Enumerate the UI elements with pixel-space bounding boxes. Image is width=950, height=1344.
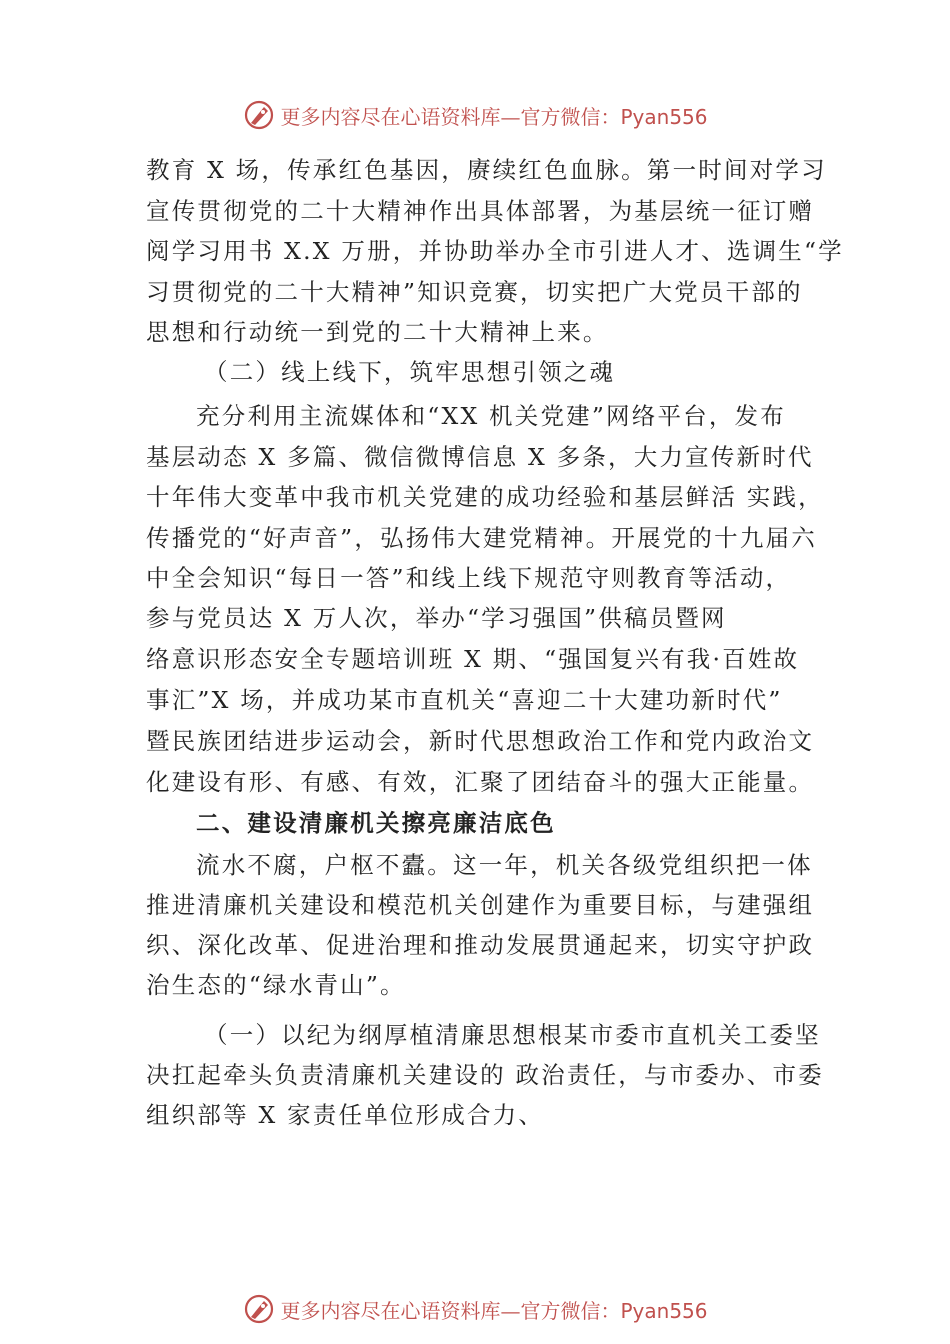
paragraph-line: 教育 X 场，传承红色基因，赓续红色血脉。第一时间对学习 bbox=[146, 156, 827, 184]
paragraph-line: 组织部等 X 家责任单位形成合力、 bbox=[146, 1101, 545, 1129]
paragraph-line: 充分利用主流媒体和“XX 机关党建”网络平台，发布 bbox=[196, 402, 786, 430]
watermark-banner-bottom bbox=[0, 1289, 950, 1329]
watermark-banner-top bbox=[0, 95, 950, 135]
paragraph-line: 暨民族团结进步运动会，新时代思想政治工作和党内政治文 bbox=[146, 727, 815, 755]
paragraph-line: 参与党员达 X 万人次，举办“学习强国”供稿员暨网 bbox=[146, 604, 727, 632]
watermark-text: 更多内容尽在心语资料库—官方微信：Pyan556 bbox=[280, 104, 708, 129]
paragraph-line: 基层动态 X 多篇、微信微博信息 X 多条，大力宣传新时代 bbox=[146, 443, 814, 471]
paragraph-line: 推进清廉机关建设和模范机关创建作为重要目标，与建强组 bbox=[146, 891, 815, 919]
paragraph-line: 事汇”X 场，并成功某市直机关“喜迎二十大建功新时代” bbox=[146, 686, 783, 714]
subheading: （二）线上线下，筑牢思想引领之魂 bbox=[204, 358, 616, 386]
paragraph-line: 十年伟大变革中我市机关党建的成功经验和基层鲜活 实践， bbox=[146, 483, 824, 511]
paragraph-line: 决扛起牵头负责清廉机关建设的 政治责任，与市委办、市委 bbox=[146, 1061, 824, 1089]
paragraph-line: 织、深化改革、促进治理和推动发展贯通起来，切实守护政 bbox=[146, 931, 815, 959]
pen-nib-icon bbox=[242, 98, 276, 132]
subheading: （一）以纪为纲厚植清廉思想根某市委市直机关工委坚 bbox=[204, 1021, 821, 1049]
watermark-text: 更多内容尽在心语资料库—官方微信：Pyan556 bbox=[280, 1298, 708, 1323]
section-heading: 二、建设清廉机关擦亮廉洁底色 bbox=[196, 809, 556, 837]
paragraph-line: 中全会知识“每日一答”和线上线下规范守则教育等活动， bbox=[146, 564, 792, 592]
paragraph-line: 思想和行动统一到党的二十大精神上来。 bbox=[146, 318, 609, 346]
paragraph-line: 治生态的“绿水青山”。 bbox=[146, 971, 406, 999]
paragraph-line: 阅学习用书 X.X 万册，并协助举办全市引进人才、选调生“学 bbox=[146, 237, 844, 265]
paragraph-line: 传播党的“好声音”，弘扬伟大建党精神。开展党的十九届六 bbox=[146, 524, 817, 552]
paragraph-line: 流水不腐，户枢不蠹。这一年，机关各级党组织把一体 bbox=[196, 851, 813, 879]
pen-nib-icon bbox=[242, 1292, 276, 1326]
paragraph-line: 络意识形态安全专题培训班 X 期、“强国复兴有我·百姓故 bbox=[146, 645, 800, 673]
paragraph-line: 化建设有形、有感、有效，汇聚了团结奋斗的强大正能量。 bbox=[146, 768, 815, 796]
paragraph-line: 习贯彻党的二十大精神”知识竞赛，切实把广大党员干部的 bbox=[146, 278, 803, 306]
paragraph-line: 宣传贯彻党的二十大精神作出具体部署，为基层统一征订赠 bbox=[146, 197, 815, 225]
